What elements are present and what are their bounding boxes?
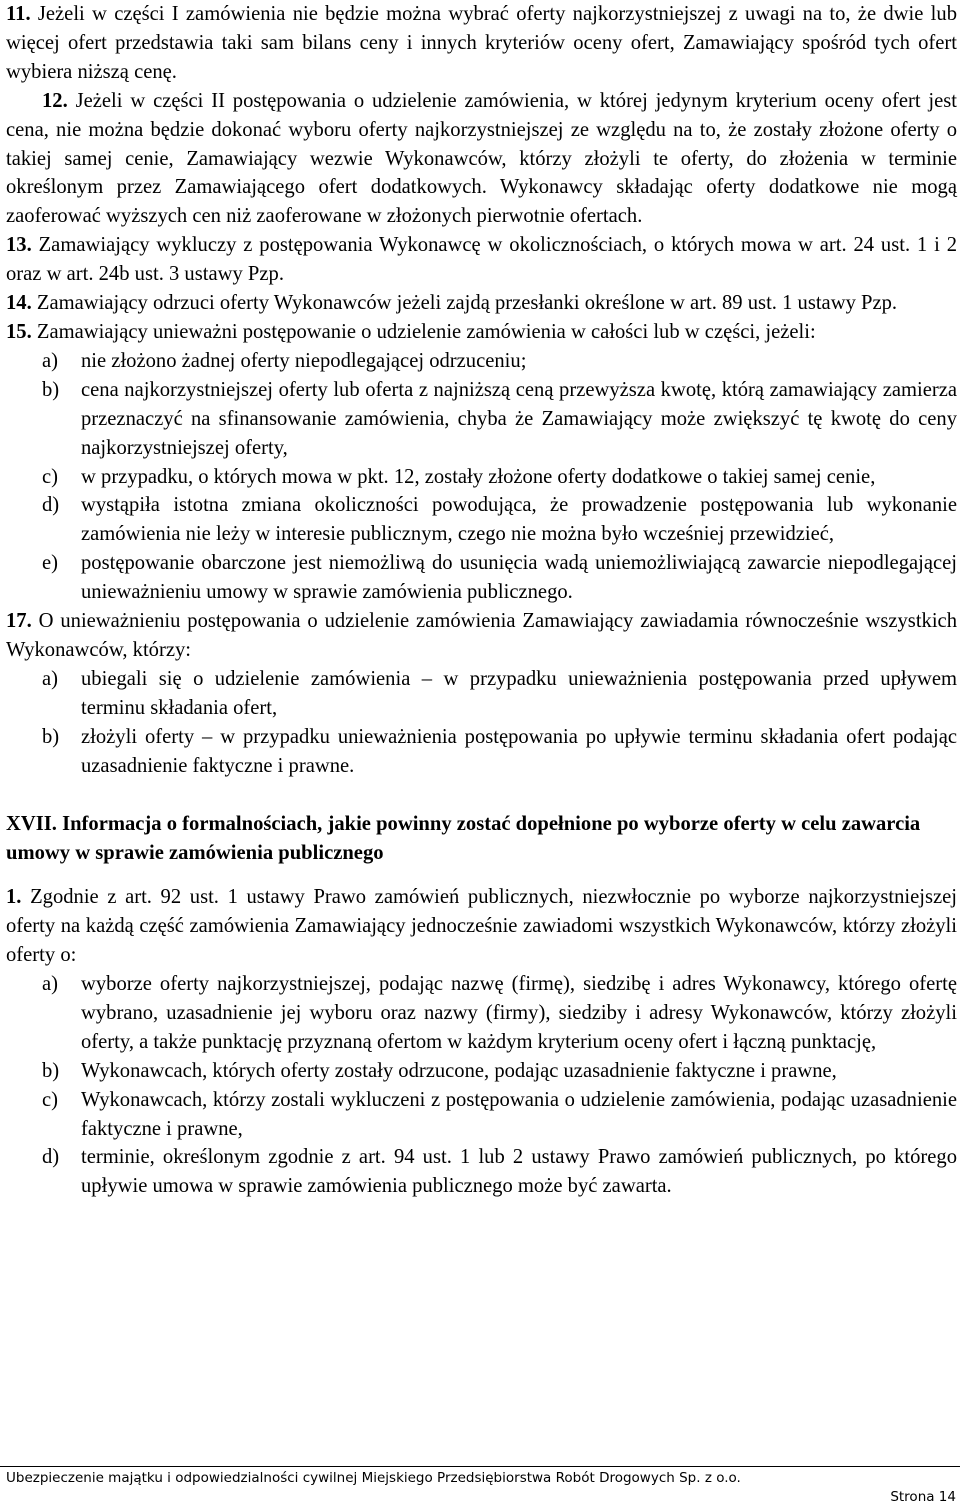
- list-item: [6, 463, 957, 492]
- list-item: [6, 723, 957, 781]
- list-marker: a): [42, 667, 58, 690]
- list-item: [6, 1086, 957, 1144]
- list-item-text: cena najkorzystniejszej oferty lub oferta z najniższą ceną przewyższa kwotę, którą zamawiający zamierza przeznaczyć na sfinansowanie zamówienia, chyba że Zamawiający może zwiększyć tę kwotę do ceny najkorzystniejszej oferty,: [81, 378, 957, 459]
- list-item: [6, 347, 957, 376]
- paragraph-text: O unieważnieniu postępowania o udzielenie zamówienia Zamawiający zawiadamia równocześnie wszystkich Wykonawców, którzy:: [6, 610, 957, 661]
- footer-title: Ubezpieczenie majątku i odpowiedzialności cywilnej Miejskiego Przedsiębiorstwa Robót Drogowych Sp. z o.o.: [6, 1470, 741, 1486]
- list-marker: e): [42, 552, 58, 575]
- list-marker: b): [42, 378, 60, 401]
- list-item-text: terminie, określonym zgodnie z art. 94 ust. 1 lub 2 ustawy Prawo zamówień publicznych, po którego upływie umowa w sprawie zamówienia publicznego może być zawarta.: [81, 1146, 957, 1198]
- paragraph-number: 14.: [6, 292, 32, 315]
- list-marker: b): [42, 725, 60, 748]
- page-number: Strona 14: [890, 1489, 956, 1505]
- list-item: [6, 491, 957, 549]
- list-marker: a): [42, 973, 58, 995]
- list-item-text: wystąpiła istotna zmiana okoliczności powodująca, że prowadzenie postępowania lub wykonanie zamówienia nie leży w interesie publicznym, czego nie można było wcześniej przewidzieć,: [81, 494, 957, 546]
- list-item-text: postępowanie obarczone jest niemożliwą do usunięcia wadą uniemożliwiającą zawarcie niepodlegającej unieważnieniu umowy w sprawie zamówienia publicznego.: [81, 552, 957, 604]
- list-item: [6, 1143, 957, 1201]
- list-marker: d): [42, 1146, 60, 1169]
- list-item-text: Wykonawcach, którzy zostali wykluczeni z postępowania o udzielenie zamówienia, podając uzasadnienie faktyczne i prawne,: [81, 1088, 957, 1140]
- list-item-text: Wykonawcach, których oferty zostały odrzucone, podając uzasadnienie faktyczne i prawne,: [81, 1059, 837, 1082]
- list-item: [6, 549, 957, 607]
- paragraph-text: Jeżeli w części I zamówienia nie będzie można wybrać oferty najkorzystniejszej z uwagi na to, że dwie lub więcej ofert przedstawia taki sam bilans ceny i innych kryteriów oceny ofert, Zamawiający spośród tych ofert wybiera niższą cenę.: [6, 3, 957, 83]
- paragraph-15-list: [6, 347, 957, 607]
- document-body: [6, 0, 957, 1201]
- list-item: [6, 1057, 957, 1086]
- spacer: [6, 868, 957, 883]
- paragraph-text: Zamawiający unieważni postępowanie o udzielenie zamówienia w całości lub w części, jeżeli:: [31, 320, 816, 343]
- footer-divider: [0, 1466, 960, 1467]
- list-marker: c): [42, 1088, 58, 1111]
- list-item-text: w przypadku, o których mowa w pkt. 12, zostały złożone oferty dodatkowe o takiej samej cenie,: [81, 465, 876, 488]
- paragraph-text: Zgodnie z art. 92 ust. 1 ustawy Prawo zamówień publicznych, niezwłocznie po wyborze najkorzystniejszej oferty na każdą część zamówienia Zamawiający jednocześnie zawiadomi wszystkich Wykonawców, którzy złożyli oferty o:: [6, 886, 957, 967]
- paragraph-number: 15.: [6, 320, 32, 343]
- list-item-text: złożyli oferty – w przypadku unieważnienia postępowania po upływie terminu składania ofert podając uzasadnienie faktyczne i prawne.: [81, 725, 957, 777]
- paragraph-text: Zamawiający wykluczy z postępowania Wykonawcę w okolicznościach, o których mowa w art. 24 ust. 1 i 2 oraz w art. 24b ust. 3 ustawy Pzp.: [6, 234, 957, 286]
- list-item-text: ubiegali się o udzielenie zamówienia – w przypadku unieważnienia postępowania przed upływem terminu składania ofert,: [81, 667, 957, 719]
- paragraph-15: [6, 318, 957, 347]
- section-paragraph-1: [6, 883, 957, 970]
- section-paragraph-1-list: [6, 970, 957, 1201]
- list-marker: b): [42, 1059, 60, 1082]
- paragraph-17: [6, 607, 957, 665]
- paragraph-11: [6, 0, 957, 87]
- list-marker: d): [42, 494, 60, 517]
- paragraph-number: 13.: [6, 234, 32, 257]
- paragraph-14: [6, 289, 957, 318]
- list-item-text: nie złożono żadnej oferty niepodlegającej odrzuceniu;: [81, 349, 527, 372]
- list-item: [6, 970, 957, 1057]
- paragraph-12: [6, 87, 957, 232]
- list-item-text: wyborze oferty najkorzystniejszej, podając nazwę (firmę), siedzibę i adres Wykonawcy, którego ofertę wybrano, uzasadnienie jej wyboru oraz nazwy (firmy), siedziby i adresy Wykonawców, którzy złożyli oferty, a także punktację przyznaną ofertom w każdym kryterium oceny ofert i łączną punktację,: [81, 973, 957, 1053]
- list-marker: c): [42, 465, 58, 488]
- paragraph-number: 11.: [6, 3, 31, 25]
- paragraph-13: [6, 231, 957, 289]
- paragraph-number: 17.: [6, 610, 32, 633]
- paragraph-text: Jeżeli w części II postępowania o udzielenie zamówienia, w której jedynym kryterium oceny ofert jest cena, nie można będzie dokonać wyboru oferty najkorzystniejszej ze względu na to, że zostały złożone oferty o takiej samej cenie, Zamawiający wezwie Wykonawców, którzy złożyli te oferty, do złożenia w terminie określonym przez Zamawiającego ofert dodatkowych. Wykonawcy składając oferty dodatkowe nie mogą zaoferować wyższych cen niż zaoferowane w złożonych pierwotnie ofertach.: [6, 89, 957, 228]
- section-heading: XVII. Informacja o formalnościach, jakie powinny zostać dopełnione po wyborze oferty w celu zawarcia umowy w sprawie zamówienia publicznego: [6, 813, 921, 865]
- paragraph-number: 1.: [6, 886, 22, 909]
- paragraph-number: 12.: [42, 89, 68, 112]
- paragraph-text: Zamawiający odrzuci oferty Wykonawców jeżeli zajdą przesłanki określone w art. 89 ust. 1 ustawy Pzp.: [31, 292, 898, 315]
- list-item: [6, 665, 957, 723]
- spacer: [6, 780, 957, 795]
- list-item: [6, 376, 957, 463]
- paragraph-17-list: [6, 665, 957, 781]
- list-marker: a): [42, 349, 58, 372]
